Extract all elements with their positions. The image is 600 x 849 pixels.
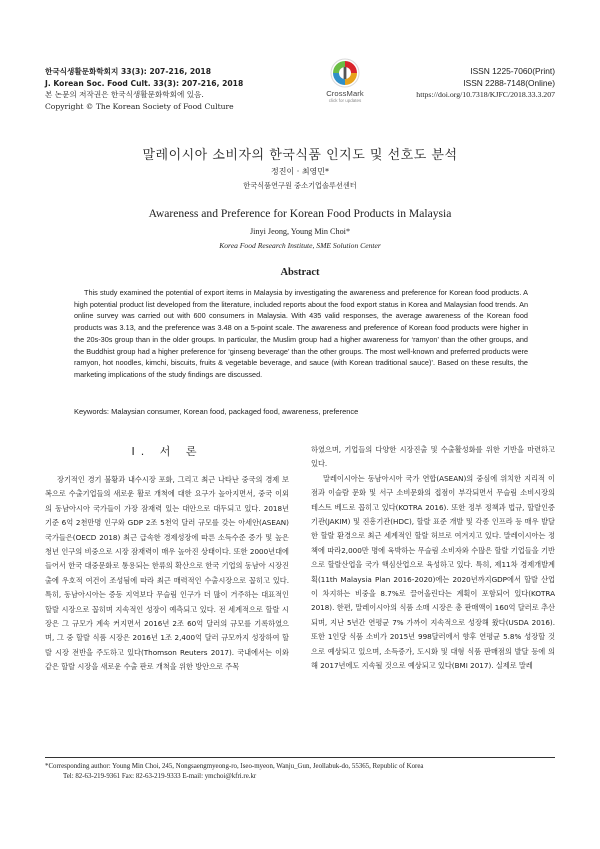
footnote — [45, 762, 555, 782]
keywords-label: Keywords: — [74, 407, 110, 416]
authors-en: Jinyi Jeong, Young Min Choi* — [249, 227, 351, 236]
right-paragraph-cont: 하였으며, 기업들의 다양한 시장진출 및 수출활성화를 위한 기반을 마련하고 있다. — [311, 445, 555, 469]
abstract-body — [74, 287, 528, 381]
title-ko: 말레이시아 소비자의 한국식품 인지도 및 선호도 분석 — [142, 148, 458, 163]
right-paragraph: 말레이시아는 동남아시아 국가 연합(ASEAN)의 중심에 위치한 지리적 이점과 이슬람 문화 및 서구 소비문화의 접점이 부각되면서 무슬림 소비시장의 테스트 베드로 꼽히고 있다(KOTRA 2016). 또한 정부 정책과 법규, 할랄인증기관(JAKIM) 및 진흥기관(HDC), 할랄 표준 개발 및 각종 인프라 등 매우 발달한 할랄 환경으로 최근 세계적인 할랄 허브로 여겨지고 있다. 말레이시아는 정책에 따라2,000만 명에 육박하는 무슬림 소비자와 수많은 할랄 기업들을 기반으로 할랄산업을 국가 핵심산업으로 육성하고 있다. 특히, 제11차 경제개발계획(11th Malaysia Plan 2016-2020)에는 2020년까지GDP에서 할랄 산업이 차지하는 비중을 8.7%로 끌어올린다는 계획이 포함되어 있다(KOTRA 2018). 한편, 말레이시아의 식품 소매 시장은 총 판매액이 160억 달러로 추산되며, 지난 5년간 연평균 7% 가까이 지속적으로 성장해 왔다(USDA 2016). 또한 1인당 식품 소비가 2015년 998달러에서 향후 연평균 5.8% 성장할 것으로 예상되고 있으며, 소득증가, 도시화 및 대형 식품 판매점의 발달 등에 의해 2017년에도 지속될 것으로 예상되고 있다(BMI 2017). 실제로 말레 — [311, 473, 555, 671]
abstract-text: This study examined the potential of export items in Malaysia by investigating the awareness and preference for Korean food products. A high potential product list developed from the literature, included reports about the food export status in Korea and Malaysian food trends. An online survey was carried out with 600 consumers in Malaysia. With 435 valid responses, the average awareness of the Korean food products was 3.13, and the preference was 3.48 on a 5-point scale. The awareness and preference of Korean food products were higher in the 20s-30s group than in the older groups. In particular, the Muslim group had a higher awareness for ‘ramyon’ than the other groups, and the Buddhist group had a higher preference for ‘ginseng beverage’ than the other groups. The most well-known and preferred products were ramyon, hot noodles, kimchi, biscuits, fruits & vegetable beverage, and sauce (with Korean traditional sauce)’. Based on these results, the marketing implications of the study findings are discussed. — [74, 288, 528, 379]
issn-print: ISSN 1225-7060(Print) — [470, 66, 555, 76]
issn-online: ISSN 2288-7148(Online) — [463, 77, 555, 88]
copyright-ko: 본 논문의 저작권은 한국식생활문화학회에 있음. — [45, 90, 204, 99]
issn-block — [416, 66, 555, 101]
footnote-author: *Corresponding author: Young Min Choi, 245, Nongsaengmyeong-ro, Iseo-myeon, Wanju_Gun, Jeollabuk-do, 55365, Republic of Korea — [45, 763, 424, 770]
abstract-heading: Abstract — [280, 267, 320, 278]
crossmark-badge[interactable] — [322, 58, 368, 103]
footnote-contact: Tel: 82-63-219-9361 Fax: 82-63-219-9333 E-mail: ymchoi@kfri.re.kr — [63, 773, 257, 780]
affiliation-en: Korea Food Research Institute, SME Solution Center — [219, 241, 381, 250]
footnote-divider — [45, 757, 555, 758]
left-column — [45, 473, 289, 675]
crossmark-label: CrossMark — [326, 89, 364, 98]
copyright-en: Copyright © The Korean Society of Food Culture — [45, 101, 234, 111]
journal-header — [45, 66, 243, 112]
keywords-list: Malaysian consumer, Korean food, packaged food, awareness, preference — [111, 407, 359, 416]
affiliation-ko: 한국식품연구원 중소기업솔루션센터 — [243, 181, 357, 190]
doi-link[interactable]: https://doi.org/10.7318/KJFC/2018.33.3.207 — [416, 90, 555, 100]
crossmark-logo-icon — [330, 58, 360, 88]
crossmark-sub: click for updates — [328, 98, 362, 103]
title-en: Awareness and Preference for Korean Food Products in Malaysia — [148, 207, 452, 220]
keywords — [74, 407, 528, 416]
right-column — [311, 443, 555, 674]
authors-ko: 정진이 · 최영민* — [271, 167, 329, 176]
left-paragraph: 장기적인 경기 불황과 내수시장 포화, 그리고 최근 나타난 중국의 경제 보복으로 수출기업들의 새로운 활로 개척에 대한 요구가 높아지면서, 중국 이외의 동남아시아 국가들이 가장 잠재력 있는 대안으로 대두되고 있다. 2018년 기준 6억 2천만명 인구와 GDP 2조 5천억 달러 규모를 갖는 아세안(ASEAN) 국가들은(OECD 2018) 최근 급속한 경제성장에 따른 소득수준 증가 및 높은 청년 인구의 비중으로 시장 잠재력이 매우 높아진 상태이다. 또한 2000년대에 들어서 한국 대중문화로 통용되는 한류의 확산으로 한국 기업의 동남아 시장진출에 우호적 여건이 조성됨에 따라 최근 매력적인 수출시장으로 꼽히고 있다. 특히, 동남아시아는 증동 지역보다 무슬림 인구가 더 많이 거주하는 대표적인 할랄 시장으로 꼽히며 지속적인 성장이 예측되고 있다. 전 세계적으로 할랄 시장은 그 규모가 계속 커지면서 2016년 2조 60억 달러의 규모를 기록하였으며, 그 중 할랄 식품 시장은 2016년 1조 2,400억 달러 규모까지 성장하여 할랄 시장 전반을 주도하고 있다(Thomson Reuters 2017). 국내에서는 이와 같은 할랄 시장을 새로운 수출 판로 개척을 위한 방안으로 주목 — [45, 475, 289, 672]
section-heading: I. 서 론 — [131, 445, 203, 458]
journal-name-ko: 한국식생활문화학회지 33(3): 207-216, 2018 — [45, 67, 211, 76]
journal-name-en: J. Korean Soc. Food Cult. 33(3): 207-216, 2018 — [45, 78, 244, 88]
